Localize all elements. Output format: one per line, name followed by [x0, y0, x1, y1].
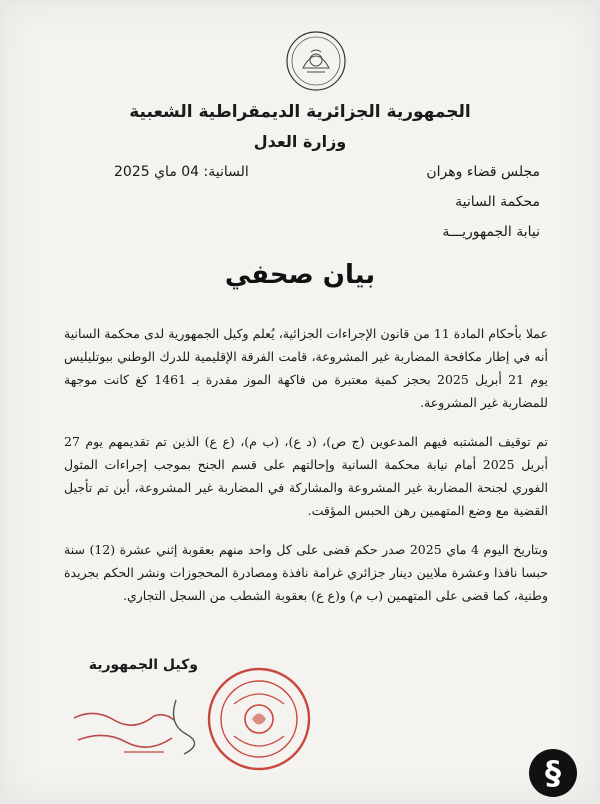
prosecution-name: نيابة الجمهوريـــة [442, 224, 540, 240]
document-title: بيان صحفي [224, 260, 376, 290]
republic-name: الجمهورية الجزائرية الديمقراطية الشعبية [129, 102, 471, 122]
algeria-emblem-icon [285, 30, 347, 92]
body-paragraph: وبتاريخ اليوم 4 ماي 2025 صدر حكم قضى على كل واحد منهم بعقوبة إثني عشرة (12) سنة حبسا نافذا وعشرة ملايين دينار جزائري غرامة نافذة ومصادرة المحجوزات ونشر الحكم بجريدة وطنية، كما قضى على المتهمين (ب م) و(ع ع) بعقوبة الشطب من السجل التجاري. [64, 542, 548, 603]
document-date: السانية: 04 ماي 2025 [114, 164, 249, 180]
svg-text:§: § [545, 754, 561, 792]
document-body [64, 322, 548, 623]
court-name: محكمة السانية [455, 194, 540, 210]
council-name: مجلس قضاء وهران [426, 164, 540, 180]
handwritten-signature [64, 694, 224, 764]
section-sign-icon [528, 748, 578, 798]
body-paragraph: تم توقيف المشتبه فيهم المدعوين (ج ص)، (د ع)، (ب م)، (ع ع) الذين تم تقديمهم يوم 27 أبريل 2025 أمام نيابة محكمة السانية وإحالتهم على قسم الجنح بموجب إجراءات المثول الفوري لجنحة المضاربة غير المشروعة والمشاركة في المضاربة غير المشروعة، أين تم تأجيل القضية مع وضع المتهمين رهن الحبس المؤقت. [64, 434, 548, 518]
document-page [4, 4, 596, 800]
official-stamp-icon [204, 664, 314, 774]
ministry-name: وزارة العدل [253, 132, 347, 151]
signer-title-wrap [68, 654, 198, 673]
signer-title: وكيل الجمهورية [88, 657, 198, 673]
body-paragraph: عملا بأحكام المادة 11 من قانون الإجراءات الجزائية، يُعلم وكيل الجمهورية لدى محكمة السانية أنه في إطار مكافحة المضاربة غير المشروعة، قامت الفرقة الإقليمية للدرك الوطني ببوتليليس يوم 21 أبريل 2025 بحجز كمية معتبرة من فاكهة الموز مقدرة بـ 1461 كغ كانت موجهة للمضاربة غير المشروعة. [64, 326, 548, 410]
